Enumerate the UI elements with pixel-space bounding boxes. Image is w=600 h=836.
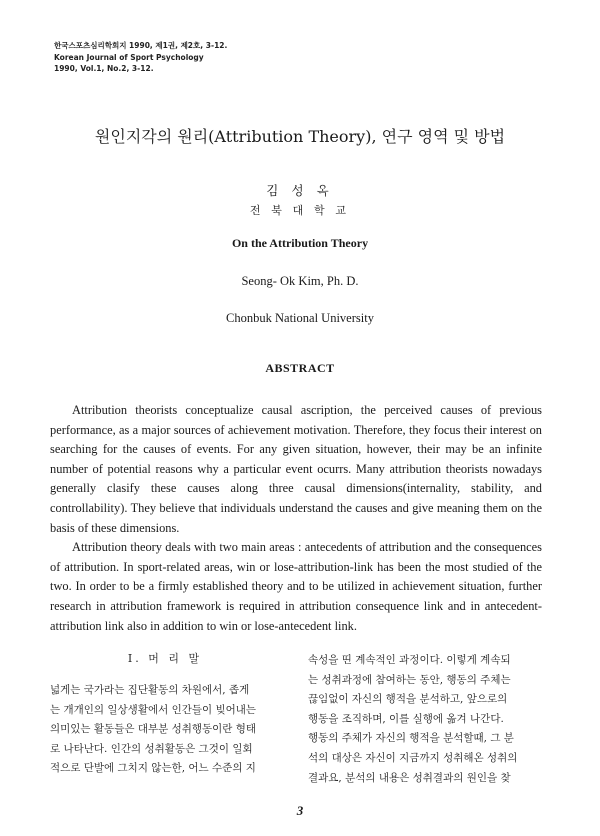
body-text-line: 의미있는 활동들은 대부분 성취행동이란 형태 — [50, 723, 257, 736]
journal-volume-en: 1990, Vol.1, No.2, 3-12. — [54, 64, 154, 73]
body-text-line: 행동의 주체가 자신의 행적을 분석할때, 그 분 — [308, 732, 514, 745]
left-column — [50, 651, 280, 779]
body-text-line: 는 성취과정에 참여하는 동안, 행동의 주체는 — [308, 673, 511, 686]
journal-citation — [54, 40, 227, 75]
section-heading-introduction: I. 머 리 말 — [127, 652, 203, 665]
page-number: 3 — [296, 803, 304, 818]
author-name-english: Seong- Ok Kim, Ph. D. — [241, 274, 359, 288]
paper-title-korean: 원인지각의 원리(Attribution Theory), 연구 영역 및 방법 — [94, 127, 506, 146]
left-column-body — [50, 681, 280, 779]
body-text-line: 행동을 조직하며, 이를 실행에 옮겨 나간다. — [308, 712, 504, 725]
body-text-line: 석의 대상은 자신이 지금까지 성취해온 성취의 — [308, 751, 518, 764]
affiliation-english: Chonbuk National University — [226, 311, 374, 325]
abstract-paragraph: Attribution theorists conceptualize causal ascription, the perceived causes of previous performance, as a major sources of achievement motivation. Therefore, they focus their interest on searching for the causes of events. For any given situation, however, their may be an infinite number of potential reasons why a particular event ocurrs. Many attribution theorists nowadays generally clasify these causes along three causal dimensions(internality, stability, and controllability). They believe that individuals understand the causes and give meaning them on the basis of these dimensions. — [50, 403, 542, 535]
body-text-line: 는 개개인의 일상생활에서 인간들이 빚어내는 — [50, 703, 257, 716]
abstract-body — [50, 401, 542, 636]
body-text-line: 적으로 단발에 그치지 않는한, 어느 수준의 지 — [50, 762, 256, 775]
right-column — [308, 651, 538, 788]
journal-citation-ko: 한국스포츠심리학회지 1990, 제1권, 제2호, 3-12. — [54, 41, 228, 50]
body-text-line: 끊임없이 자신의 행적을 분석하고, 앞으로의 — [308, 693, 508, 706]
paper-title-english: On the Attribution Theory — [231, 236, 369, 250]
abstract-paragraph: Attribution theory deals with two main areas : antecedents of attribution and the consequences of attribution. In sport-related areas, win or lose-attribution-link has been the most studied of the two. In order to be a firmly established theory and to be utilized in achievement situation, further research in attribution framework is required in attribution consequence link and in antecedent-attribution link also in addition to win or lose-antecedent link. — [50, 540, 542, 633]
body-text-line: 넓게는 국가라는 집단활동의 차원에서, 좁게 — [50, 684, 250, 696]
author-name-korean: 김 성 옥 — [266, 184, 334, 198]
body-text-line: 결과요, 분석의 내용은 성취결과의 원인을 찾 — [308, 771, 511, 784]
body-text-line: 속성을 띤 계속적인 과정이다. 이렇게 계속되 — [308, 654, 511, 666]
affiliation-korean: 전 북 대 학 교 — [249, 205, 351, 217]
body-text-line: 로 나타난다. 인간의 성취활동은 그것이 일회 — [50, 742, 253, 755]
journal-name-en: Korean Journal of Sport Psychology — [54, 52, 204, 62]
abstract-heading: ABSTRACT — [265, 361, 335, 375]
